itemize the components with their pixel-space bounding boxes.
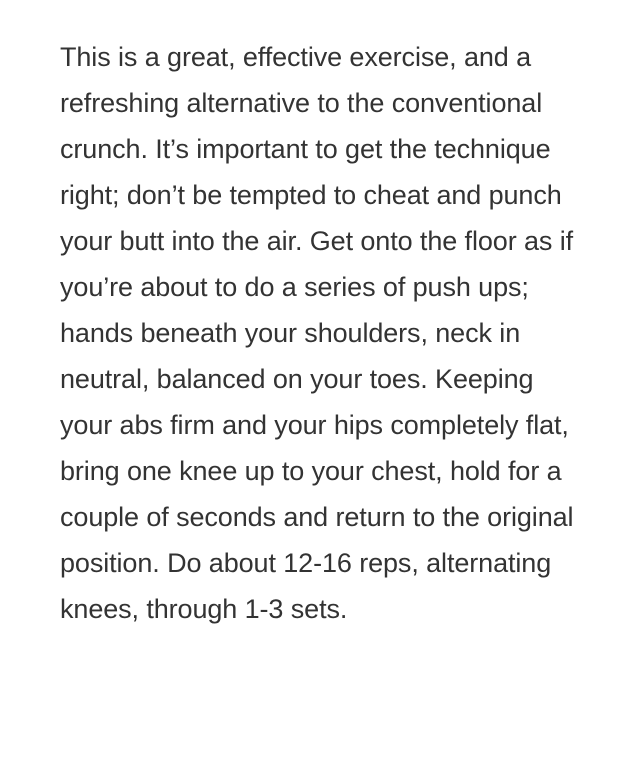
article-paragraph: This is a great, effective exercise, and a refreshing alternative to the conventional crunch. It’s important to get the technique right; don’t be tempted to cheat and punch your butt into the air. Get onto the floor as if you’re about to do a series of push ups; hands beneath your shoulders, neck in neutral, balanced on your toes. Keeping your abs firm and your hips completely flat, bring one knee up to your chest, hold for a couple of seconds and return to the original position. Do about 12-16 reps, alternating knees, through 1-3 sets. <box>60 42 574 624</box>
article-body <box>60 34 588 632</box>
